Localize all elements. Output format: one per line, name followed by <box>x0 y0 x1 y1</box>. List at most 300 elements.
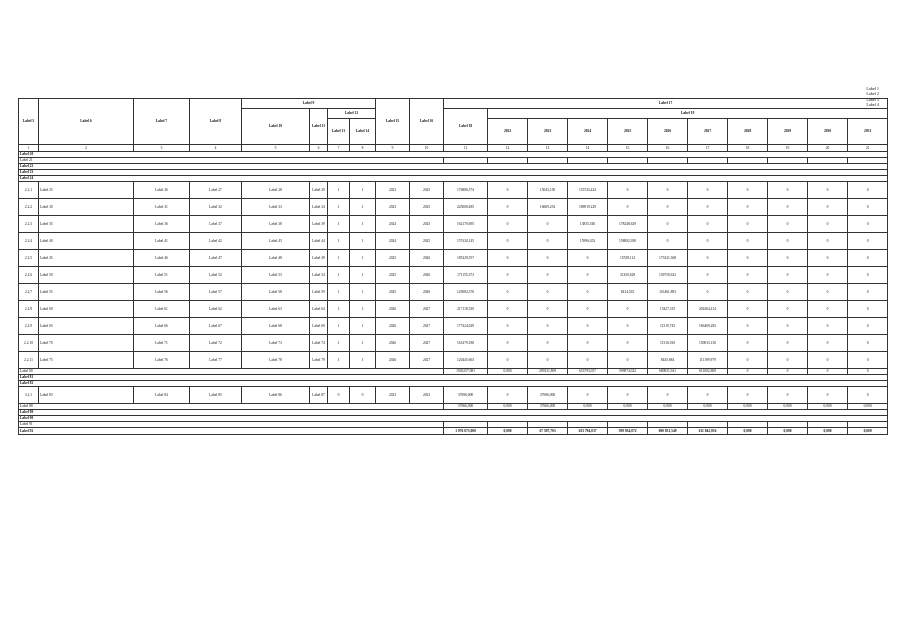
year-total-value: 0 <box>808 369 848 375</box>
total-label: Label 88 <box>19 404 444 410</box>
item-year-value: 116461,893 <box>648 284 688 301</box>
item-characteristic: Label 43 <box>242 233 310 250</box>
item-before: 1 <box>328 216 350 233</box>
column-number: 4 <box>190 145 242 152</box>
item-name: Label 25 <box>39 182 134 199</box>
approval-line: Label 2 <box>866 91 879 97</box>
item-year-value: 0 <box>728 250 768 267</box>
column-number: 14 <box>568 145 608 152</box>
hdr-year: 2026 <box>648 119 688 145</box>
item-year-value: 0 <box>848 318 888 335</box>
hdr-incl-years: Label 19 <box>488 109 888 119</box>
item-year-value: 0 <box>768 301 808 318</box>
item-year-value: 13835,540 <box>568 216 608 233</box>
item-year-value: 0 <box>568 250 608 267</box>
year-total-value: 0,000 <box>808 404 848 410</box>
item-year-value: 0 <box>648 233 688 250</box>
item-year-value: 0 <box>848 250 888 267</box>
item-justification: Label 61 <box>134 301 190 318</box>
item-year-value: 0 <box>728 335 768 352</box>
section-title: Label 90 <box>19 416 888 422</box>
hdr-characteristics: Label 9 <box>242 99 376 109</box>
year-total-value: 633793,057 <box>568 369 608 375</box>
item-name: Label 40 <box>39 233 134 250</box>
item-year-value: 0 <box>768 318 808 335</box>
item-number: 2.2.7 <box>19 284 39 301</box>
item-after: 1 <box>350 216 376 233</box>
item-number: 2.2.1 <box>19 182 39 199</box>
item-year-end: 2027 <box>410 301 444 318</box>
item-unit: Label 69 <box>310 318 328 335</box>
item-before: 1 <box>328 335 350 352</box>
hdr-change-group: Label 12 <box>328 109 376 119</box>
item-year-value: 0 <box>528 301 568 318</box>
item-justification: Label 71 <box>134 335 190 352</box>
hdr-location: Label 8 <box>190 99 242 145</box>
year-total-value: 0 <box>768 369 808 375</box>
item-year-value: 0 <box>568 387 608 404</box>
item-year-value: 16669,254 <box>528 199 568 216</box>
item-unit: Label 64 <box>310 301 328 318</box>
year-total-value: 0 <box>848 369 888 375</box>
item-before: 1 <box>328 250 350 267</box>
item-location: Label 37 <box>190 216 242 233</box>
item-year-end: 2025 <box>410 233 444 250</box>
item-location: Label 42 <box>190 233 242 250</box>
item-year-value: 0 <box>568 318 608 335</box>
item-year-value: 0 <box>488 301 528 318</box>
item-total: 185229,557 <box>444 250 488 267</box>
hdr-total: Label 18 <box>444 109 488 145</box>
item-year-value: 0 <box>488 216 528 233</box>
item-total: 177424,029 <box>444 318 488 335</box>
item-year-value: 15427,315 <box>648 301 688 318</box>
column-number: 21 <box>848 145 888 152</box>
section-title: Label 22 <box>19 164 888 170</box>
item-total: 161479,180 <box>444 335 488 352</box>
item-year-value: 11319,745 <box>648 318 688 335</box>
item-year-end: 2023 <box>410 387 444 404</box>
year-total-value: 0 <box>728 369 768 375</box>
item-year-value: 0 <box>688 199 728 216</box>
item-year-value: 0 <box>568 284 608 301</box>
item-before: 1 <box>328 267 350 284</box>
item-location: Label 27 <box>190 182 242 199</box>
column-number: 10 <box>410 145 444 152</box>
year-total-value: 0,000 <box>488 369 528 375</box>
hdr-year: 2028 <box>728 119 768 145</box>
item-year-end: 2025 <box>410 182 444 199</box>
item-year-value: 0 <box>688 250 728 267</box>
item-year-value: 0 <box>848 352 888 369</box>
item-location: Label 77 <box>190 352 242 369</box>
item-year-value: 0 <box>768 216 808 233</box>
item-row <box>19 352 888 369</box>
item-number: 2.2.6 <box>19 267 39 284</box>
item-year-value: 0 <box>848 233 888 250</box>
item-after: 0 <box>350 387 376 404</box>
item-unit: Label 79 <box>310 352 328 369</box>
section-title: Label 82 <box>19 381 888 387</box>
item-justification: Label 46 <box>134 250 190 267</box>
item-year-start: 2023 <box>376 387 410 404</box>
item-year-value: 15538,114 <box>608 250 648 267</box>
hdr-year-start: Label 15 <box>376 99 410 145</box>
approval-line: Label 4 <box>866 102 879 108</box>
year-total-value: 0,000 <box>608 404 648 410</box>
item-year-value: 0 <box>488 284 528 301</box>
item-row <box>19 216 888 233</box>
total-value: 1945257,081 <box>444 369 488 375</box>
item-year-value: 0 <box>848 267 888 284</box>
item-location: Label 57 <box>190 284 242 301</box>
item-after: 1 <box>350 335 376 352</box>
year-total-value: 0,000 <box>768 428 808 435</box>
item-unit: Label 34 <box>310 199 328 216</box>
item-year-value: 0 <box>608 387 648 404</box>
item-year-value: 0 <box>688 216 728 233</box>
item-after: 1 <box>350 233 376 250</box>
item-characteristic: Label 58 <box>242 284 310 301</box>
year-total-value: 0,000 <box>728 404 768 410</box>
item-location: Label 85 <box>190 387 242 404</box>
item-year-value: 202464,414 <box>688 301 728 318</box>
item-year-value: 111199,979 <box>688 352 728 369</box>
column-number: 5 <box>242 145 310 152</box>
item-after: 1 <box>350 267 376 284</box>
item-unit: Label 39 <box>310 216 328 233</box>
item-year-value: 0 <box>728 301 768 318</box>
item-total: 37696,000 <box>444 387 488 404</box>
item-year-start: 2026 <box>376 318 410 335</box>
item-year-value: 0 <box>488 199 528 216</box>
column-number: 16 <box>648 145 688 152</box>
section-title: Label 24 <box>19 176 888 182</box>
item-year-value: 8414,535 <box>608 284 648 301</box>
hdr-unit: Label 11 <box>310 109 328 145</box>
item-year-end: 2026 <box>410 250 444 267</box>
item-number: 2.2.10 <box>19 335 39 352</box>
year-total-value: 0,000 <box>848 428 888 435</box>
item-characteristic: Label 33 <box>242 199 310 216</box>
item-characteristic: Label 73 <box>242 335 310 352</box>
item-name: Label 55 <box>39 284 134 301</box>
item-year-value: 0 <box>808 387 848 404</box>
hdr-after: Label 14 <box>350 119 376 145</box>
item-justification: Label 26 <box>134 182 190 199</box>
item-location: Label 47 <box>190 250 242 267</box>
item-year-value: 0 <box>688 284 728 301</box>
item-number: 2.2.11 <box>19 352 39 369</box>
item-before: 1 <box>328 318 350 335</box>
item-total: 217118,530 <box>444 301 488 318</box>
item-year-value: 0 <box>808 301 848 318</box>
hdr-year: 2027 <box>688 119 728 145</box>
item-justification: Label 51 <box>134 267 190 284</box>
item-year-start: 2024 <box>376 216 410 233</box>
item-year-end: 2025 <box>410 216 444 233</box>
item-year-value: 173321,368 <box>648 250 688 267</box>
item-year-value: 0 <box>808 284 848 301</box>
item-name: Label 45 <box>39 250 134 267</box>
column-number-row <box>19 145 888 152</box>
item-year-value: 0 <box>648 387 688 404</box>
item-year-value: 0 <box>568 352 608 369</box>
item-year-value: 0 <box>488 267 528 284</box>
year-total-value: 599 934,072 <box>608 428 648 435</box>
total-label: Label 91 <box>19 422 444 428</box>
item-unit: Label 29 <box>310 182 328 199</box>
item-characteristic: Label 38 <box>242 216 310 233</box>
hdr-year: 2023 <box>528 119 568 145</box>
item-number: 2.2.8 <box>19 301 39 318</box>
item-characteristic: Label 53 <box>242 267 310 284</box>
item-year-value: 0 <box>848 335 888 352</box>
item-justification: Label 31 <box>134 199 190 216</box>
item-number: 3.2.1 <box>19 387 39 404</box>
item-after: 1 <box>350 318 376 335</box>
hdr-year-end: Label 16 <box>410 99 444 145</box>
item-year-end: 2026 <box>410 267 444 284</box>
year-total-value: 0,000 <box>688 404 728 410</box>
total-label: Label 21 <box>19 158 444 164</box>
item-characteristic: Label 68 <box>242 318 310 335</box>
item-row <box>19 387 888 404</box>
item-year-value: 0 <box>688 233 728 250</box>
item-year-value: 0 <box>648 199 688 216</box>
year-total-value: 633 794,037 <box>568 428 608 435</box>
item-characteristic: Label 28 <box>242 182 310 199</box>
item-year-value: 0 <box>768 284 808 301</box>
item-justification: Label 56 <box>134 284 190 301</box>
item-year-value: 0 <box>768 387 808 404</box>
item-before: 1 <box>328 284 350 301</box>
item-year-value: 0 <box>488 318 528 335</box>
item-year-start: 2023 <box>376 199 410 216</box>
year-total-value: 611002,808 <box>688 369 728 375</box>
item-row <box>19 301 888 318</box>
item-year-value: 0 <box>488 387 528 404</box>
item-year-value: 0 <box>768 233 808 250</box>
item-year-value: 0 <box>768 199 808 216</box>
hdr-year: 2031 <box>848 119 888 145</box>
item-year-start: 2026 <box>376 335 410 352</box>
total-label: Label 80 <box>19 369 444 375</box>
item-before: 0 <box>328 387 350 404</box>
item-year-value: 0 <box>528 318 568 335</box>
item-year-value: 0 <box>808 267 848 284</box>
hdr-name: Label 6 <box>39 99 134 145</box>
item-row <box>19 199 888 216</box>
item-year-value: 0 <box>528 267 568 284</box>
item-year-value: 0 <box>768 335 808 352</box>
item-year-value: 0 <box>648 216 688 233</box>
item-year-value: 0 <box>568 267 608 284</box>
item-year-value: 0 <box>688 267 728 284</box>
item-year-value: 0 <box>808 335 848 352</box>
item-year-value: 0 <box>808 199 848 216</box>
column-number: 6 <box>310 145 328 152</box>
item-total: 120445,663 <box>444 352 488 369</box>
item-year-value: 0 <box>848 284 888 301</box>
item-number: 2.2.2 <box>19 199 39 216</box>
column-number: 13 <box>528 145 568 152</box>
item-number: 2.2.9 <box>19 318 39 335</box>
item-year-value: 178248,629 <box>608 216 648 233</box>
item-year-value: 0 <box>608 352 648 369</box>
year-total-value: 0,000 <box>488 404 528 410</box>
item-year-value: 31250,629 <box>608 267 648 284</box>
item-justification: Label 41 <box>134 233 190 250</box>
item-year-value: 0 <box>528 250 568 267</box>
year-total-value: 0,000 <box>488 428 528 435</box>
item-location: Label 52 <box>190 267 242 284</box>
item-year-value: 0 <box>728 199 768 216</box>
item-year-value: 0 <box>608 318 648 335</box>
item-row <box>19 318 888 335</box>
item-year-value: 0 <box>808 182 848 199</box>
item-justification: Label 36 <box>134 216 190 233</box>
item-characteristic: Label 86 <box>242 387 310 404</box>
item-year-value: 139750,623 <box>648 267 688 284</box>
item-year-value: 8445,684 <box>648 352 688 369</box>
item-year-value: 0 <box>528 284 568 301</box>
item-year-value: 0 <box>488 335 528 352</box>
item-justification: Label 76 <box>134 352 190 369</box>
item-year-value: 0 <box>648 182 688 199</box>
item-name: Label 50 <box>39 267 134 284</box>
hdr-before: Label 13 <box>328 119 350 145</box>
year-total-value: 299331,809 <box>528 369 568 375</box>
section-title: Label 81 <box>19 375 888 381</box>
item-justification: Label 84 <box>134 387 190 404</box>
column-number: 11 <box>444 145 488 152</box>
item-justification: Label 66 <box>134 318 190 335</box>
year-total-value: 690 831,549 <box>648 428 688 435</box>
item-unit: Label 54 <box>310 267 328 284</box>
item-row <box>19 233 888 250</box>
item-characteristic: Label 63 <box>242 301 310 318</box>
item-year-value: 0 <box>768 267 808 284</box>
group-total-row <box>19 428 888 435</box>
section-title: Label 89 <box>19 410 888 416</box>
column-number: 19 <box>768 145 808 152</box>
item-year-value: 0 <box>528 352 568 369</box>
item-year-value: 0 <box>728 267 768 284</box>
item-year-value: 0 <box>608 301 648 318</box>
item-year-value: 0 <box>808 352 848 369</box>
item-year-value: 0 <box>848 199 888 216</box>
hdr-num: Label 5 <box>19 99 39 145</box>
item-characteristic: Label 48 <box>242 250 310 267</box>
item-year-value: 166469,283 <box>688 318 728 335</box>
item-year-value: 0 <box>848 387 888 404</box>
item-year-value: 0 <box>728 233 768 250</box>
item-year-start: 2025 <box>376 250 410 267</box>
item-year-value: 0 <box>728 318 768 335</box>
column-number: 2 <box>39 145 134 152</box>
column-number: 18 <box>728 145 768 152</box>
column-number: 17 <box>688 145 728 152</box>
column-number: 3 <box>134 145 190 152</box>
hdr-costs: Label 17 <box>444 99 888 109</box>
total-label: Label 92 <box>19 428 444 435</box>
item-after: 1 <box>350 250 376 267</box>
item-before: 1 <box>328 182 350 199</box>
hdr-year: 2025 <box>608 119 648 145</box>
item-year-value: 0 <box>608 182 648 199</box>
item-year-value: 0 <box>768 250 808 267</box>
item-after: 1 <box>350 182 376 199</box>
item-name: Label 83 <box>39 387 134 404</box>
item-unit: Label 74 <box>310 335 328 352</box>
hdr-justification: Label 7 <box>134 99 190 145</box>
item-total: 170120,145 <box>444 233 488 250</box>
item-after: 1 <box>350 199 376 216</box>
item-row <box>19 267 888 284</box>
item-year-start: 2025 <box>376 284 410 301</box>
year-total-value: 680831,941 <box>648 369 688 375</box>
item-year-end: 2026 <box>410 284 444 301</box>
item-year-start: 2025 <box>376 267 410 284</box>
item-before: 1 <box>328 352 350 369</box>
column-number: 8 <box>350 145 376 152</box>
item-before: 1 <box>328 301 350 318</box>
item-year-value: 0 <box>568 301 608 318</box>
item-year-value: 0 <box>728 216 768 233</box>
item-year-value: 0 <box>528 233 568 250</box>
column-number: 20 <box>808 145 848 152</box>
year-total-value: 0,000 <box>848 404 888 410</box>
item-location: Label 72 <box>190 335 242 352</box>
column-number: 1 <box>19 145 39 152</box>
item-total: 171155,373 <box>444 267 488 284</box>
year-total-value: 0,000 <box>728 428 768 435</box>
item-unit: Label 44 <box>310 233 328 250</box>
item-name: Label 35 <box>39 216 134 233</box>
item-name: Label 30 <box>39 199 134 216</box>
item-name: Label 65 <box>39 318 134 335</box>
item-name: Label 75 <box>39 352 134 369</box>
year-total-value: 37666,000 <box>528 404 568 410</box>
year-total-value: 0,000 <box>568 404 608 410</box>
section-title: Label 23 <box>19 170 888 176</box>
item-year-value: 0 <box>728 182 768 199</box>
item-number: 2.2.5 <box>19 250 39 267</box>
item-year-value: 0 <box>688 387 728 404</box>
item-row <box>19 250 888 267</box>
total-value: 37666,000 <box>444 404 488 410</box>
hdr-year: 2029 <box>768 119 808 145</box>
item-year-value: 0 <box>488 233 528 250</box>
item-after: 1 <box>350 284 376 301</box>
year-total-value: 0,000 <box>768 404 808 410</box>
item-year-value: 0 <box>848 216 888 233</box>
item-name: Label 60 <box>39 301 134 318</box>
item-year-value: 0 <box>688 182 728 199</box>
item-year-value: 15996,452 <box>568 233 608 250</box>
item-year-value: 0 <box>528 335 568 352</box>
item-unit: Label 59 <box>310 284 328 301</box>
item-year-value: 0 <box>768 182 808 199</box>
item-number: 2.2.4 <box>19 233 39 250</box>
approval-line: Label 3 <box>866 96 879 102</box>
item-after: 1 <box>350 301 376 318</box>
item-name: Label 70 <box>39 335 134 352</box>
item-unit: Label 87 <box>310 387 328 404</box>
item-year-value: 0 <box>568 335 608 352</box>
item-location: Label 32 <box>190 199 242 216</box>
